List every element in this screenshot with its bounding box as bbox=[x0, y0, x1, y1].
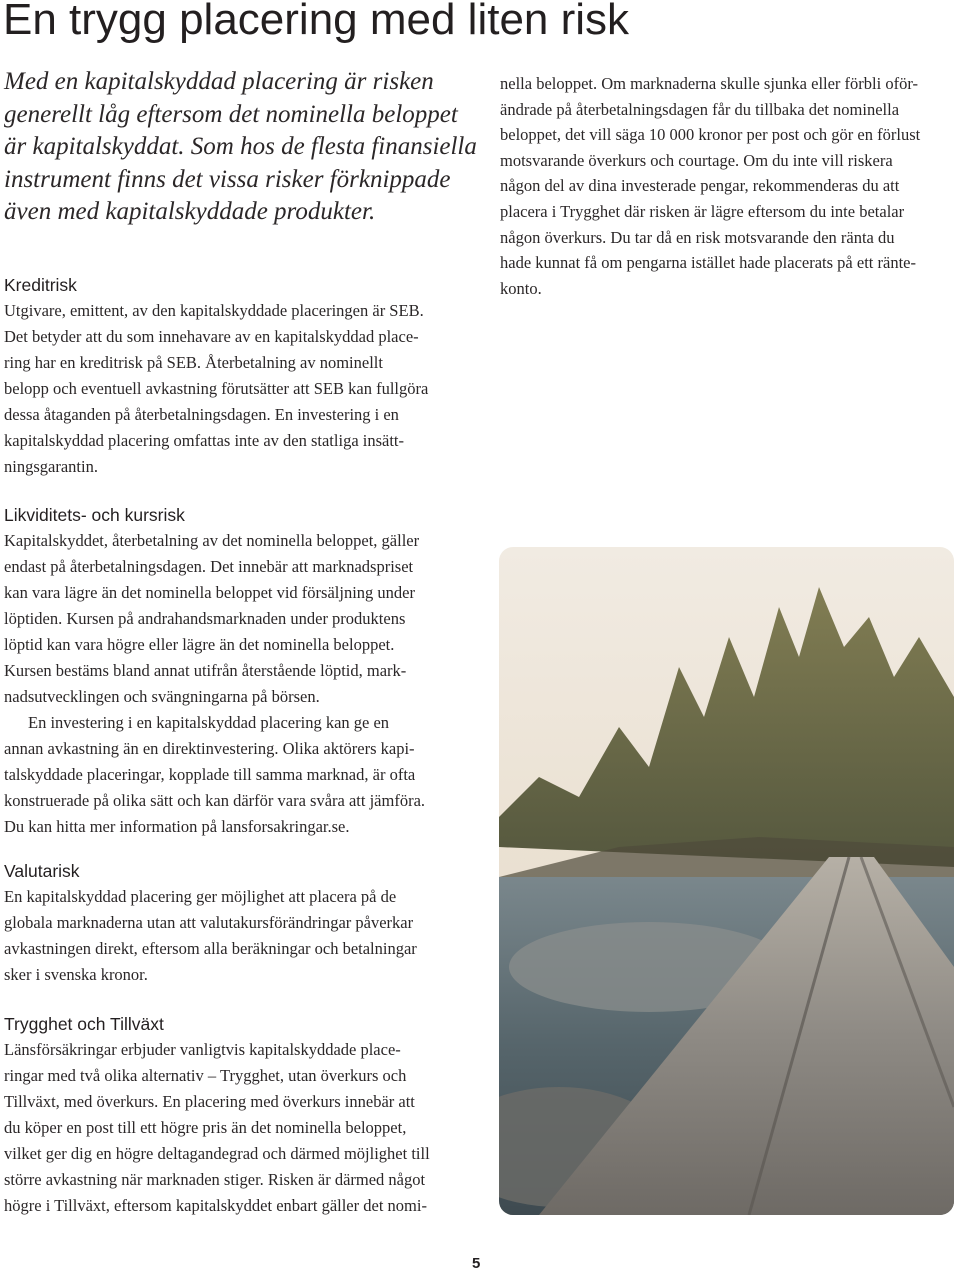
section-body-likviditet-2 bbox=[4, 710, 474, 840]
body-line: hade kunnat få om pengarna istället hade placerats på ett ränte- bbox=[500, 253, 916, 273]
section-trygghet-och-tillvaxt bbox=[4, 1011, 474, 1219]
body-line: nadsutvecklingen och svängningarna på börsen. bbox=[4, 687, 320, 706]
section-heading-likviditet: Likviditets- och kursrisk bbox=[4, 505, 185, 525]
body-line: någon överkurs. Du tar då en risk motsvarande den ränta du bbox=[500, 227, 895, 247]
section-heading-valutarisk: Valutarisk bbox=[4, 861, 80, 881]
intro-line: generellt låg eftersom det nominella beloppet bbox=[4, 100, 458, 128]
section-heading-trygghet: Trygghet och Tillväxt bbox=[4, 1014, 164, 1034]
body-line: Utgivare, emittent, av den kapitalskyddade placeringen är SEB. bbox=[4, 301, 424, 320]
body-line: sker i svenska kronor. bbox=[4, 965, 148, 984]
page-title: En trygg placering med liten risk bbox=[3, 0, 630, 44]
intro-line: Med en kapitalskyddad placering är risken bbox=[4, 68, 434, 95]
intro-line: är kapitalskyddat. Som hos de flesta finansiella bbox=[4, 133, 477, 160]
forest-lake-boardwalk-photo bbox=[499, 547, 954, 1215]
body-line: talskyddade placeringar, kopplade till samma marknad, är ofta bbox=[4, 765, 416, 784]
body-line: Kursen bestäms bland annat utifrån återstående löptid, mark- bbox=[4, 661, 407, 680]
body-line: ändrade på återbetalningsdagen får du tillbaka det nominella bbox=[500, 99, 900, 119]
section-body-kreditrisk bbox=[4, 298, 474, 480]
right-column-text bbox=[500, 71, 955, 301]
section-kreditrisk bbox=[4, 272, 474, 480]
section-body-valutarisk bbox=[4, 884, 474, 988]
body-line: globala marknaderna utan att valutakursförändringar påverkar bbox=[4, 913, 414, 932]
body-line: du köper en post till ett högre pris än det nominella beloppet, bbox=[4, 1118, 407, 1137]
body-line: kan vara lägre än det nominella beloppet vid försäljning under bbox=[4, 583, 415, 602]
body-line: avkastningen direkt, eftersom alla beräkningar och betalningar bbox=[4, 939, 417, 958]
body-line: ringar med två olika alternativ – Trygghet, utan överkurs och bbox=[4, 1066, 407, 1085]
body-line: endast på återbetalningsdagen. Det innebär att marknadspriset bbox=[4, 557, 414, 576]
body-line: Kapitalskyddet, återbetalning av det nominella beloppet, gäller bbox=[4, 531, 420, 550]
body-line: större avkastning när marknaden stiger. Risken är därmed något bbox=[4, 1170, 426, 1189]
body-line: Det betyder att du som innehavare av en kapitalskyddad place- bbox=[4, 327, 419, 346]
body-line: konto. bbox=[500, 278, 542, 298]
body-line: annan avkastning än en direktinvestering. Olika aktörers kapi- bbox=[4, 739, 415, 758]
section-valutarisk bbox=[4, 858, 474, 988]
body-line: En kapitalskyddad placering ger möjlighet att placera på de bbox=[4, 887, 397, 906]
body-line: Länsförsäkringar erbjuder vanligtvis kapitalskyddade place- bbox=[4, 1040, 401, 1059]
body-line: nella beloppet. Om marknaderna skulle sjunka eller förbli oför- bbox=[500, 74, 918, 93]
intro-paragraph bbox=[4, 66, 477, 229]
body-line: ring har en kreditrisk på SEB. Återbetalning av nominellt bbox=[4, 353, 383, 372]
section-body-likviditet bbox=[4, 528, 474, 710]
body-line: löptiden. Kursen på andrahandsmarknaden under produktens bbox=[4, 609, 406, 628]
body-line: kapitalskyddad placering omfattas inte av den statliga insätt- bbox=[4, 431, 405, 450]
section-heading-kreditrisk: Kreditrisk bbox=[4, 275, 77, 295]
section-body-trygghet bbox=[4, 1037, 474, 1219]
body-line: vilket ger dig en högre deltagandegrad och därmed möjlighet till bbox=[4, 1144, 430, 1163]
body-line: konstruerade på olika sätt och kan därför vara svåra att jämföra. bbox=[4, 791, 426, 810]
body-line: beloppet, det vill säga 10 000 kronor per post och gör en förlust bbox=[500, 125, 921, 145]
intro-line: instrument finns det vissa risker förknippade bbox=[4, 165, 451, 193]
section-likviditets-och-kursrisk bbox=[4, 502, 474, 840]
body-line: Tillväxt, med överkurs. En placering med överkurs innebär att bbox=[4, 1092, 415, 1111]
body-line: Du kan hitta mer information på lansforsakringar.se. bbox=[4, 817, 350, 836]
body-line: placera i Trygghet där risken är lägre eftersom du inte betalar bbox=[500, 201, 905, 221]
body-line: högre i Tillväxt, eftersom kapitalskyddet enbart gäller det nomi- bbox=[4, 1196, 427, 1215]
body-line: någon del av dina investerade pengar, rekommenderas du att bbox=[500, 176, 900, 196]
body-line: En investering i en kapitalskyddad placering kan ge en bbox=[28, 713, 390, 732]
body-line: dessa åtaganden på återbetalningsdagen. En investering i en bbox=[4, 405, 399, 424]
page-number: 5 bbox=[472, 1255, 481, 1272]
body-line: belopp och eventuell avkastning förutsätter att SEB kan fullgöra bbox=[4, 379, 429, 398]
photo-illustration bbox=[499, 547, 954, 1215]
intro-line: även med kapitalskyddade produkter. bbox=[4, 198, 376, 225]
body-line: motsvarande överkurs och courtage. Om du inte vill riskera bbox=[500, 150, 893, 170]
body-line: ningsgarantin. bbox=[4, 457, 98, 476]
body-line: löptid kan vara högre eller lägre än det nominella beloppet. bbox=[4, 635, 395, 654]
